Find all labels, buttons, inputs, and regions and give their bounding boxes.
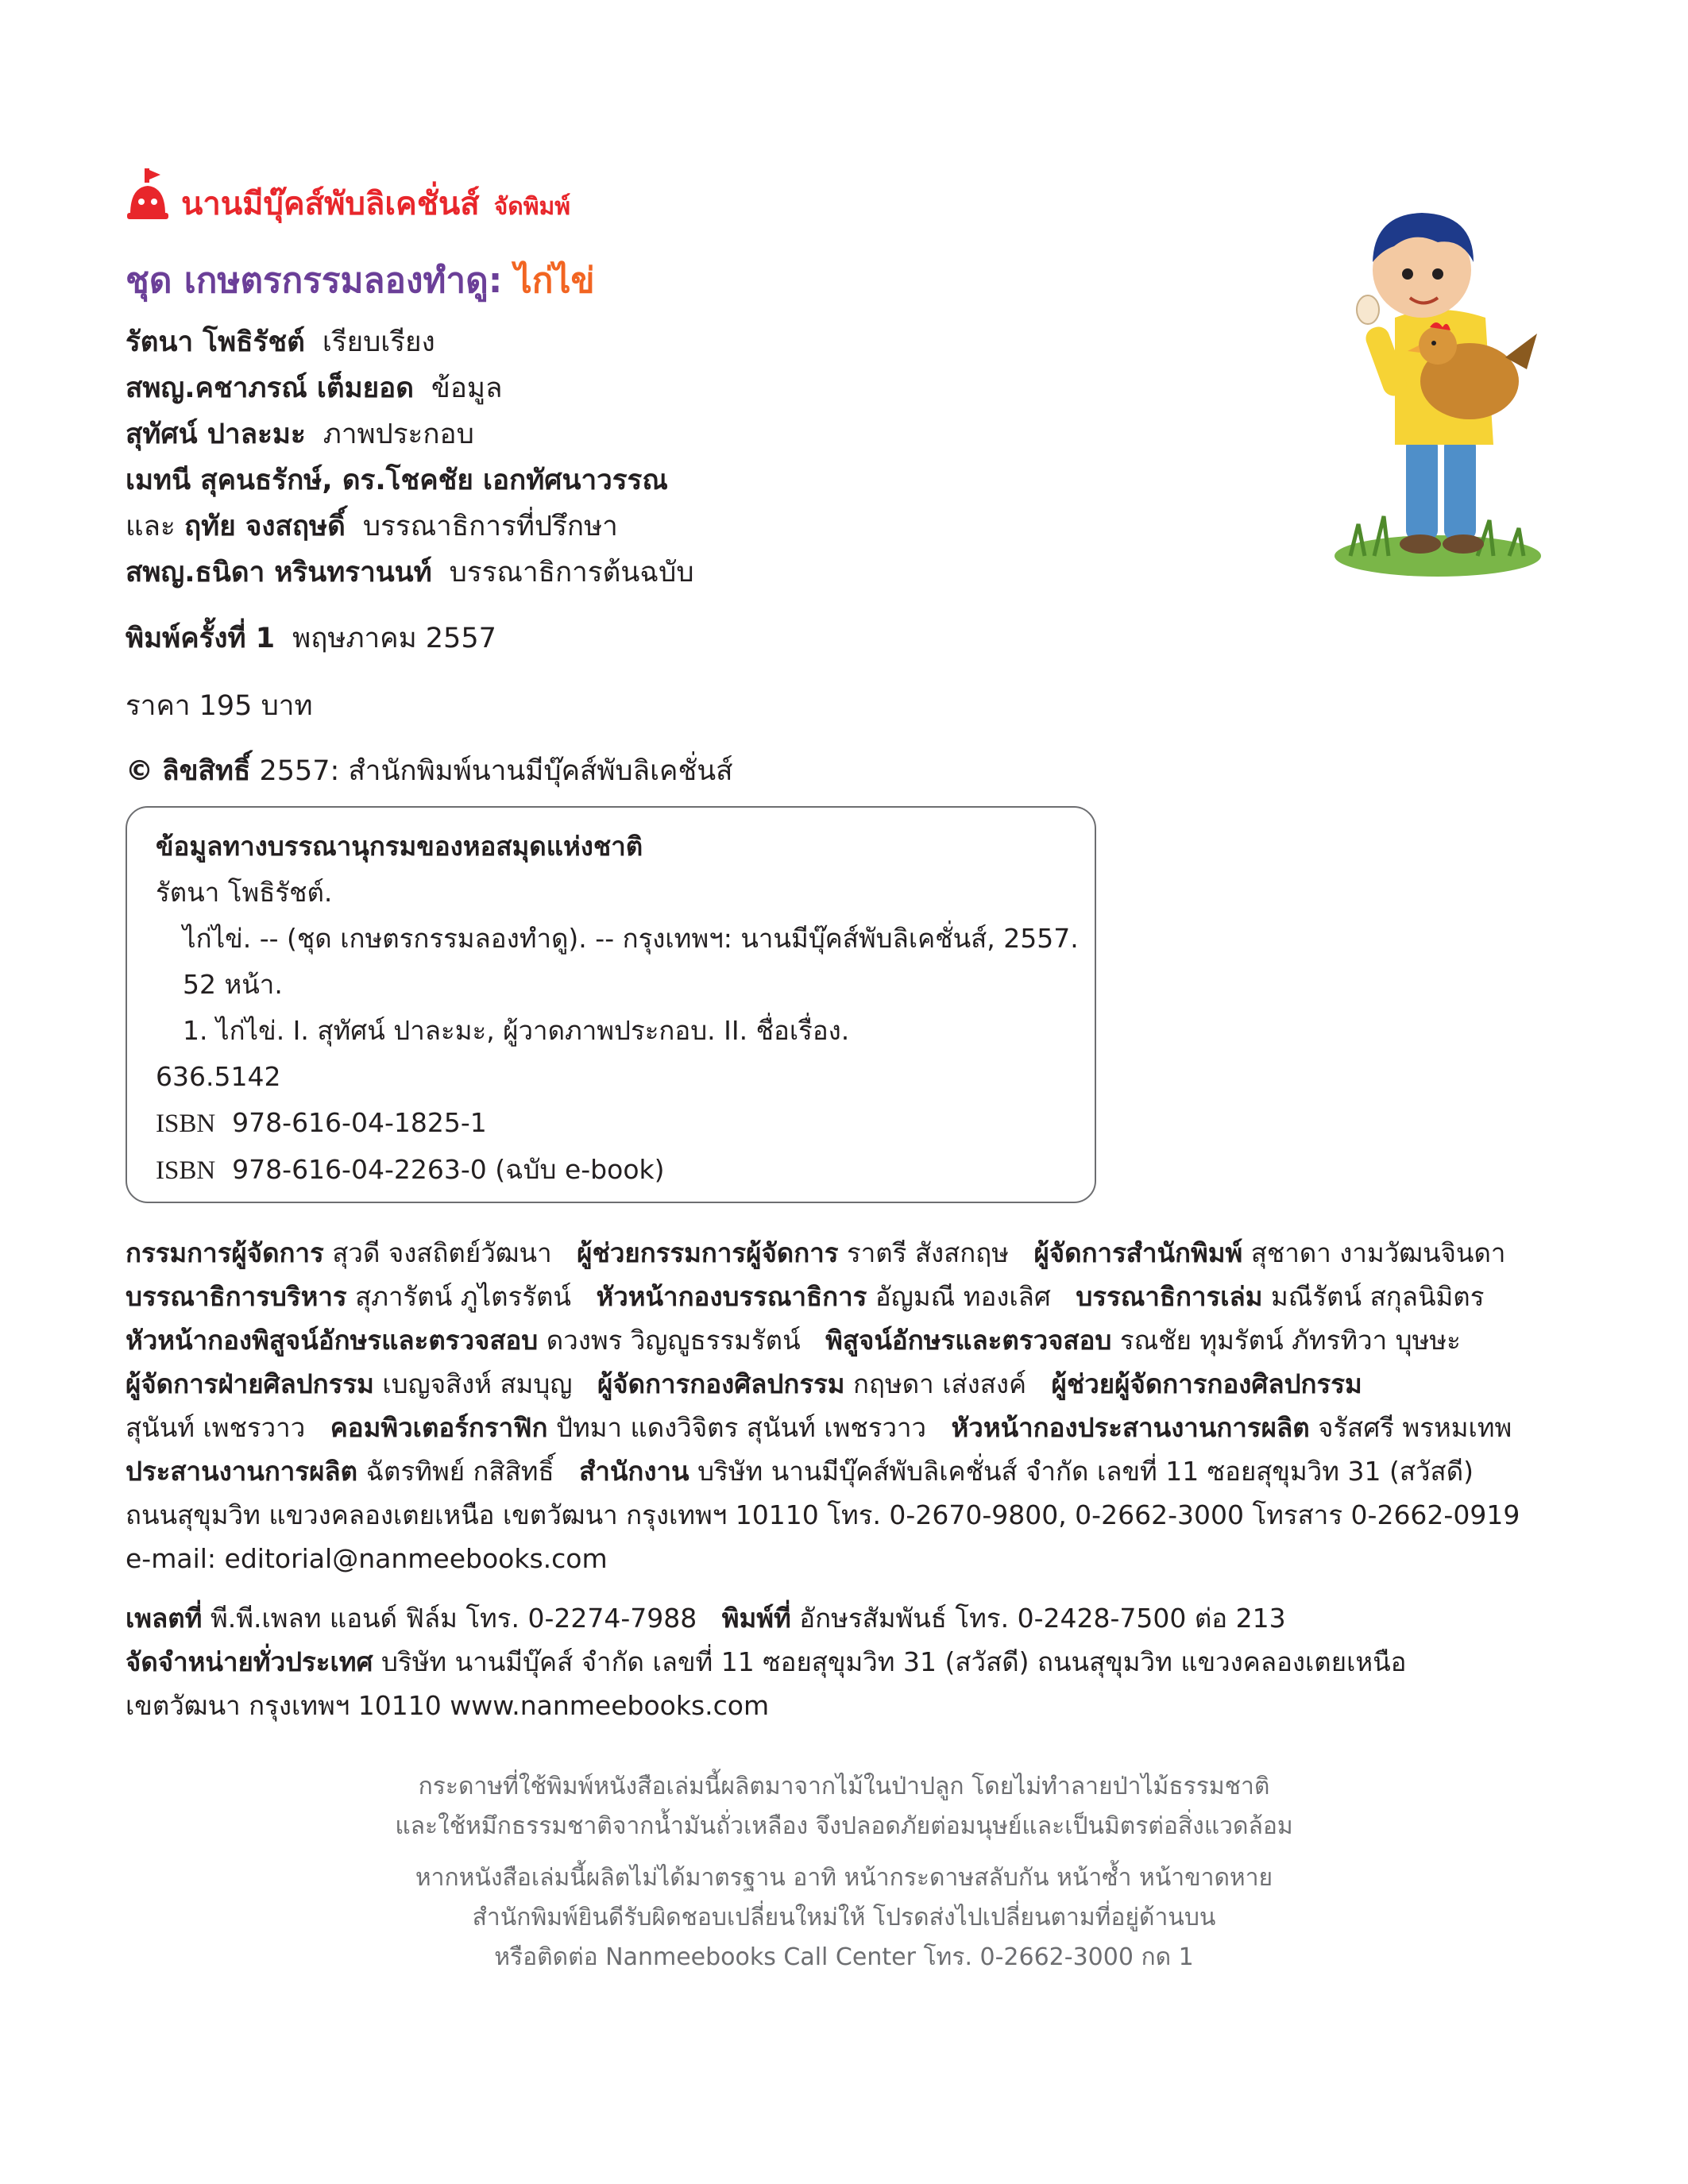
credit-name: สพญ.ธนิดา หรินทรานนท์ (126, 557, 432, 588)
staff-title: หัวหน้ากองพิสูจน์อักษรและตรวจสอบ (126, 1325, 539, 1356)
credit-role: ข้อมูล (431, 372, 503, 404)
boy-right-leg (1444, 437, 1476, 540)
credit-name: เมทนี สุคนธรักษ์, ดร.โชคชัย เอกทัศนาวรรณ (126, 465, 668, 496)
staff-value: ราตรี สังสกฤษ (846, 1237, 1009, 1268)
staff-value: สุชาดา งามวัฒนจินดา (1250, 1237, 1506, 1268)
credit-role: เรียบเรียง (322, 326, 435, 358)
isbn-label: ISBN (156, 1156, 216, 1185)
copyright-symbol: © (126, 755, 153, 787)
publisher-line (181, 178, 570, 229)
print-label: พิมพ์ที่ (721, 1603, 791, 1634)
defect-note-line: หากหนังสือเล่มนี้ผลิตไม่ได้มาตรฐาน อาทิ หน้ากระดาษสลับกัน หน้าซ้ำ หน้าขาดหาย (415, 1864, 1273, 1892)
cip-title-text: ข้อมูลทางบรรณานุกรมของหอสมุดแห่งชาติ (156, 831, 643, 862)
copyright-text: 2557: สำนักพิมพ์นานมีบุ๊คส์พับลิเคชั่นส์ (259, 755, 733, 787)
cip-isbn-ebook (156, 1147, 1066, 1194)
defect-note-line: สำนักพิมพ์ยินดีรับผิดชอบเปลี่ยนใหม่ให้ โปรดส่งไปเปลี่ยนตามที่อยู่ด้านบน (472, 1904, 1216, 1931)
cip-isbn-print (156, 1100, 1066, 1147)
credit-name: รัตนา โพธิรัชต์ (126, 326, 305, 358)
credit-prefix: และ (126, 511, 176, 542)
staff-block (126, 1231, 1532, 1580)
staff-title: ผู้ช่วยผู้จัดการกองศิลปกรรม (1051, 1368, 1362, 1399)
staff-title: สำนักงาน (579, 1456, 689, 1487)
series-label: ชุด เกษตรกรรมลองทำดู: (126, 260, 503, 301)
staff-value: รณชัย ทุมรัตน์ ภัทรทิวา บุษษะ (1119, 1325, 1461, 1356)
credit-line (126, 504, 694, 550)
staff-value: กฤษดา เส่งสงค์ (853, 1368, 1027, 1399)
copyright-label: ลิขสิทธิ์ (162, 755, 251, 787)
paper-note-line: และใช้หมึกธรรมชาติจากน้ำมันถั่วเหลือง จึงปลอดภัยต่อมนุษย์และเป็นมิตรต่อสิ่งแวดล้อม (395, 1812, 1293, 1840)
cip-subjects: 1. ไก่ไข่. I. สุทัศน์ ปาละมะ, ผู้วาดภาพประกอบ. II. ชื่อเรื่อง. (183, 1015, 850, 1046)
cip-pages: 52 หน้า. (183, 969, 283, 1000)
print-value: อักษรสัมพันธ์ โทร. 0-2428-7500 ต่อ 213 (799, 1603, 1286, 1634)
staff-value: บริษัท นานมีบุ๊คส์พับลิเคชั่นส์ จำกัด เลขที่ 11 ซอยสุขุมวิท 31 (สวัสดี) (697, 1456, 1474, 1487)
paper-note (0, 1767, 1688, 1846)
cip-box (126, 806, 1096, 1203)
credit-line (126, 550, 694, 596)
credits-list (126, 319, 694, 596)
credit-role: บรรณาธิการที่ปรึกษา (362, 511, 618, 542)
staff-value: จรัสศรี พรหมเทพ (1318, 1412, 1512, 1443)
cip-author: รัตนา โพธิรัชต์. (156, 877, 333, 908)
isbn-value: 978-616-04-1825-1 (232, 1107, 487, 1138)
nanmee-logo-icon (126, 167, 170, 224)
credit-line (126, 365, 694, 411)
staff-value: เบญจสิงห์ สมบุญ (382, 1368, 573, 1399)
cip-entry: ไก่ไข่. -- (ชุด เกษตรกรรมลองทำดู). -- กรุงเทพฯ: นานมีบุ๊คส์พับลิเคชั่นส์, 2557. (183, 923, 1079, 954)
price-line: ราคา 195 บาท (126, 690, 313, 722)
staff-title: ผู้จัดการกองศิลปกรรม (597, 1368, 845, 1399)
plate-print-line (126, 1596, 1532, 1640)
credit-name: ฤทัย จงสฤษดิ์ (183, 511, 346, 542)
staff-title: พิสูจน์อักษรและตรวจสอบ (825, 1325, 1112, 1356)
boy-right-eye (1432, 268, 1443, 280)
distributor-line-2: เขตวัฒนา กรุงเทพฯ 10110 www.nanmeebooks.com (126, 1690, 770, 1721)
staff-title: คอมพิวเตอร์กราฟิก (330, 1412, 548, 1443)
plate-value: พี.พี.เพลท แอนด์ ฟิล์ม โทร. 0-2274-7988 (210, 1603, 697, 1634)
publisher-role: จัดพิมพ์ (493, 193, 571, 221)
staff-title: ผู้จัดการสำนักพิมพ์ (1033, 1237, 1243, 1268)
staff-address: ถนนสุขุมวิท แขวงคลองเตยเหนือ เขตวัฒนา กรุงเทพฯ 10110 โทร. 0-2670-9800, 0-2662-3000 โทรสาร 0-2662-0919 (126, 1499, 1520, 1530)
boy-left-eye (1402, 268, 1413, 280)
publisher-name: นานมีบุ๊คส์พับลิเคชั่นส์ (181, 186, 480, 222)
staff-line (126, 1231, 1532, 1275)
staff-line (126, 1275, 1532, 1318)
copyright-line (126, 748, 733, 794)
series-title (126, 253, 595, 308)
staff-value: มณีรัตน์ สกุลนิมิตร (1271, 1281, 1485, 1312)
boy-left-leg (1406, 437, 1438, 540)
staff-email: e-mail: editorial@nanmeebooks.com (126, 1543, 608, 1574)
staff-line (126, 1318, 1532, 1362)
isbn-value: 978-616-04-2263-0 (ฉบับ e-book) (232, 1154, 665, 1185)
plate-label: เพลตที่ (126, 1603, 203, 1634)
cip-title (156, 824, 1066, 870)
staff-value: สุภารัตน์ ภูไตรรัตน์ (355, 1281, 571, 1312)
credit-line (126, 319, 694, 365)
staff-value: ดวงพร วิญญูธรรมรัตน์ (546, 1325, 801, 1356)
cip-classification: 636.5142 (156, 1061, 281, 1092)
boy-left-shoe (1400, 534, 1441, 554)
staff-title: หัวหน้ากองประสานงานการผลิต (951, 1412, 1310, 1443)
edition-date: พฤษภาคม 2557 (292, 623, 496, 654)
distributor-label: จัดจำหน่ายทั่วประเทศ (126, 1646, 373, 1677)
staff-title: กรรมการผู้จัดการ (126, 1237, 324, 1268)
distribution-block (126, 1596, 1532, 1727)
staff-title: ประสานงานการผลิต (126, 1456, 358, 1487)
staff-title: ผู้จัดการฝ่ายศิลปกรรม (126, 1368, 374, 1399)
staff-line (126, 1362, 1532, 1406)
credit-role: ภาพประกอบ (323, 419, 474, 450)
hen-eye (1431, 341, 1436, 345)
paper-note-line: กระดาษที่ใช้พิมพ์หนังสือเล่มนี้ผลิตมาจากไม้ในป่าปลูก โดยไม่ทำลายป่าไม้ธรรมชาติ (418, 1773, 1270, 1800)
credit-name: สพญ.คชาภรณ์ เต็มยอด (126, 372, 414, 404)
staff-title: ผู้ช่วยกรรมการผู้จัดการ (577, 1237, 839, 1268)
distributor-line (126, 1640, 1532, 1684)
credit-role: บรรณาธิการต้นฉบับ (449, 557, 694, 588)
credit-name: สุทัศน์ ปาละมะ (126, 419, 306, 450)
book-title: ไก่ไข่ (514, 260, 595, 301)
distributor-value: บริษัท นานมีบุ๊คส์ จำกัด เลขที่ 11 ซอยสุขุมวิท 31 (สวัสดี) ถนนสุขุมวิท แขวงคลองเตยเหนือ (380, 1646, 1407, 1677)
staff-value: ปัทมา แดงวิจิตร สุนันท์ เพชรวาว (556, 1412, 927, 1443)
defect-note-line: หรือติดต่อ Nanmeebooks Call Center โทร. 0-2662-3000 กด 1 (494, 1943, 1194, 1971)
isbn-label: ISBN (156, 1109, 216, 1138)
defect-note (0, 1858, 1688, 1978)
edition-label: พิมพ์ครั้งที่ 1 (126, 623, 276, 654)
staff-line (126, 1406, 1532, 1449)
credit-line (126, 457, 694, 504)
staff-line (126, 1449, 1532, 1493)
hen-head (1419, 326, 1457, 365)
staff-title: บรรณาธิการเล่ม (1076, 1281, 1263, 1312)
staff-value: อัญมณี ทองเลิศ (875, 1281, 1051, 1312)
staff-value: สุวดี จงสถิตย์วัฒนา (332, 1237, 552, 1268)
staff-value: สุนันท์ เพชรวาว (126, 1412, 306, 1443)
staff-title: บรรณาธิการบริหาร (126, 1281, 347, 1312)
credit-line (126, 411, 694, 457)
boy-holding-hen-illustration (1319, 183, 1549, 588)
egg (1357, 295, 1379, 324)
staff-title: หัวหน้ากองบรรณาธิการ (596, 1281, 867, 1312)
staff-value: ฉัตรทิพย์ กสิสิทธิ์ (365, 1456, 554, 1487)
boy-right-shoe (1443, 534, 1484, 554)
edition-line (126, 615, 496, 662)
